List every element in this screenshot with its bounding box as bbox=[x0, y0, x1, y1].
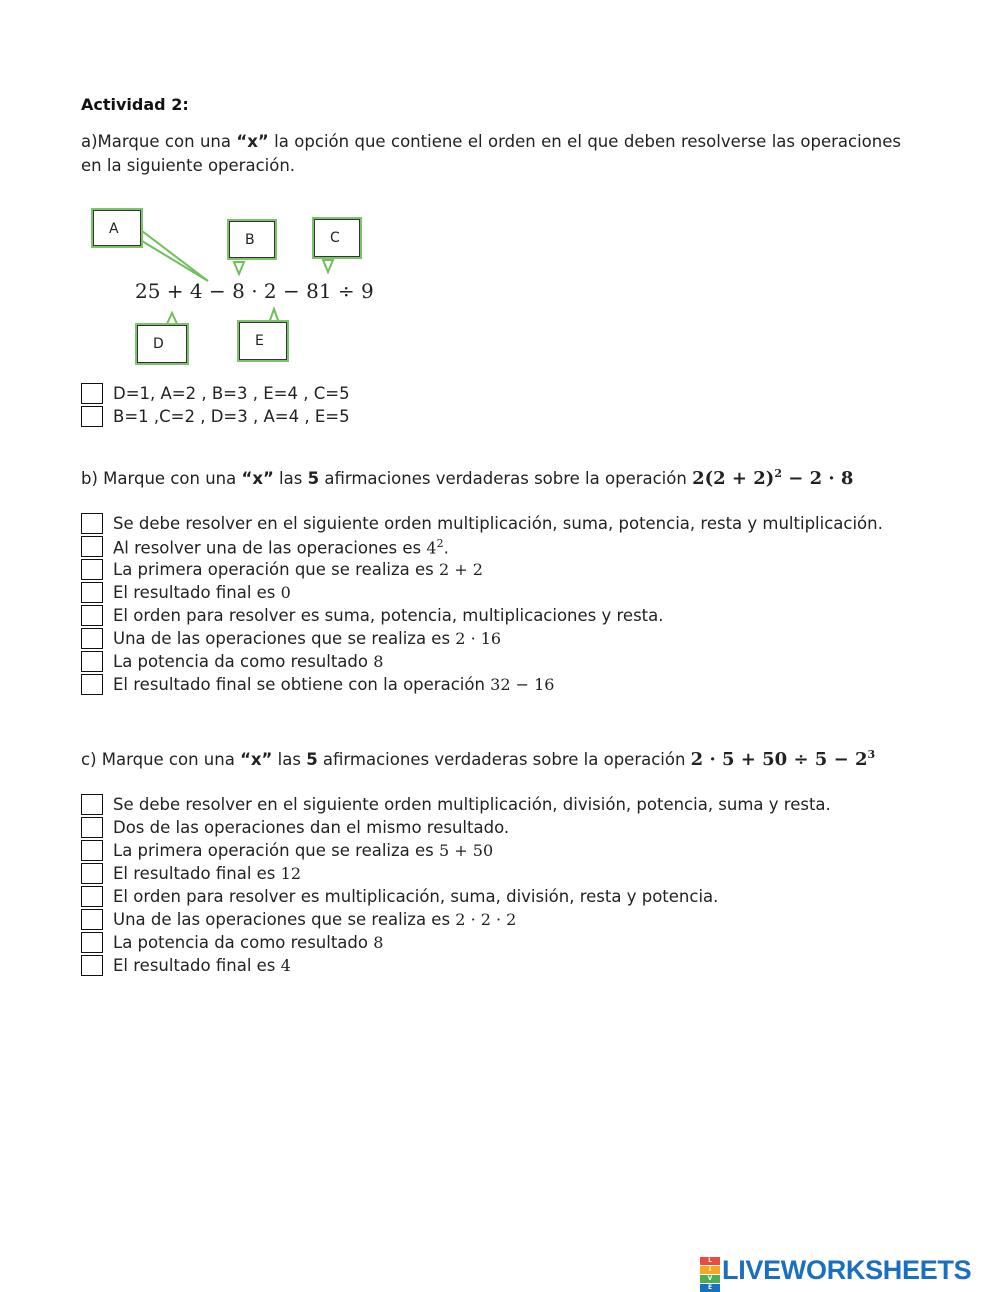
logo-letter: L bbox=[700, 1257, 720, 1265]
part-a-instructions: a)Marque con una “x” la opción que contiene el orden en el que deben resolverse las operaciones en la siguiente operación. bbox=[81, 132, 901, 175]
part-b-item-checkbox[interactable] bbox=[81, 536, 103, 557]
callout-c: C bbox=[314, 219, 360, 257]
part-b-item-checkbox[interactable] bbox=[81, 559, 103, 580]
callout-e: E bbox=[239, 322, 287, 360]
part-b-item-label: Una de las operaciones que se realiza es 2 · 16 bbox=[113, 629, 502, 648]
part-c-instructions: c) Marque con una “x” las 5 afirmaciones verdaderas sobre la operación $2 \cdot 5 + 50 \div 5 - 2^3$ bbox=[81, 748, 876, 770]
part-b-item-checkbox[interactable] bbox=[81, 582, 103, 603]
activity-title: Actividad 2: bbox=[81, 95, 189, 114]
part-c-item-checkbox[interactable] bbox=[81, 863, 103, 884]
part-c-item-checkbox[interactable] bbox=[81, 817, 103, 838]
option-a2-checkbox[interactable] bbox=[81, 406, 103, 427]
part-b-item-label: El orden para resolver es suma, potencia, multiplicaciones y resta. bbox=[113, 606, 664, 625]
part-c-item-label: Dos de las operaciones dan el mismo resultado. bbox=[113, 818, 510, 837]
logo-icon bbox=[700, 1257, 720, 1291]
part-b-formula: $2(2 + 2)^2 - 2 \cdot 8$ bbox=[692, 467, 854, 489]
logo-text: LIVEWORKSHEETS bbox=[722, 1254, 972, 1285]
part-c-item-label: Una de las operaciones que se realiza es 2 · 2 · 2 bbox=[113, 910, 517, 929]
part-b-item-label: El resultado final es 0 bbox=[113, 583, 291, 602]
part-c-item-checkbox[interactable] bbox=[81, 909, 103, 930]
logo-letter: V bbox=[700, 1275, 720, 1283]
part-c-item-checkbox[interactable] bbox=[81, 840, 103, 861]
part-b-instructions: b) Marque con una “x” las 5 afirmaciones verdaderas sobre la operación $2(2 + 2)^2 - 2 \cdot 8$ bbox=[81, 467, 854, 489]
option-a1-label: D=1, A=2 , B=3 , E=4 , C=5 bbox=[113, 384, 350, 403]
part-b-item-checkbox[interactable] bbox=[81, 628, 103, 649]
part-c-formula: $2 \cdot 5 + 50 \div 5 - 2^3$ bbox=[690, 748, 876, 770]
part-c-item-checkbox[interactable] bbox=[81, 932, 103, 953]
part-b-item-checkbox[interactable] bbox=[81, 605, 103, 626]
part-c-item-checkbox[interactable] bbox=[81, 955, 103, 976]
part-c-item-label: El orden para resolver es multiplicación, suma, división, resta y potencia. bbox=[113, 887, 719, 906]
part-c-item-checkbox[interactable] bbox=[81, 794, 103, 815]
part-b-item-label: Al resolver una de las operaciones es $4^2$. bbox=[113, 537, 449, 558]
option-a1-checkbox[interactable] bbox=[81, 383, 103, 404]
part-b-item-label: El resultado final se obtiene con la operación 32 − 16 bbox=[113, 675, 555, 694]
part-b-item-label: La primera operación que se realiza es 2 + 2 bbox=[113, 560, 483, 579]
callout-a: A bbox=[93, 210, 141, 246]
main-formula: 25 + 4 − 8 · 2 − 81 ÷ 9 bbox=[135, 279, 374, 303]
callout-d: D bbox=[137, 325, 187, 363]
liveworksheets-logo bbox=[700, 1254, 972, 1291]
part-c-item-label: La primera operación que se realiza es 5 + 50 bbox=[113, 841, 494, 860]
part-b-item-checkbox[interactable] bbox=[81, 674, 103, 695]
part-c-item-label: La potencia da como resultado 8 bbox=[113, 933, 384, 952]
part-b-item-label: La potencia da como resultado 8 bbox=[113, 652, 384, 671]
logo-letter: E bbox=[700, 1284, 720, 1292]
logo-letter: I bbox=[700, 1266, 720, 1274]
part-b-item-checkbox[interactable] bbox=[81, 651, 103, 672]
option-a2-label: B=1 ,C=2 , D=3 , A=4 , E=5 bbox=[113, 407, 350, 426]
part-c-item-checkbox[interactable] bbox=[81, 886, 103, 907]
part-b-item-checkbox[interactable] bbox=[81, 513, 103, 534]
part-c-item-label: El resultado final es 4 bbox=[113, 956, 291, 975]
callout-b: B bbox=[229, 221, 275, 258]
part-c-item-label: Se debe resolver en el siguiente orden multiplicación, división, potencia, suma y resta. bbox=[113, 795, 831, 814]
part-b-item-label: Se debe resolver en el siguiente orden multiplicación, suma, potencia, resta y multiplicación. bbox=[113, 514, 883, 533]
part-c-item-label: El resultado final es 12 bbox=[113, 864, 302, 883]
